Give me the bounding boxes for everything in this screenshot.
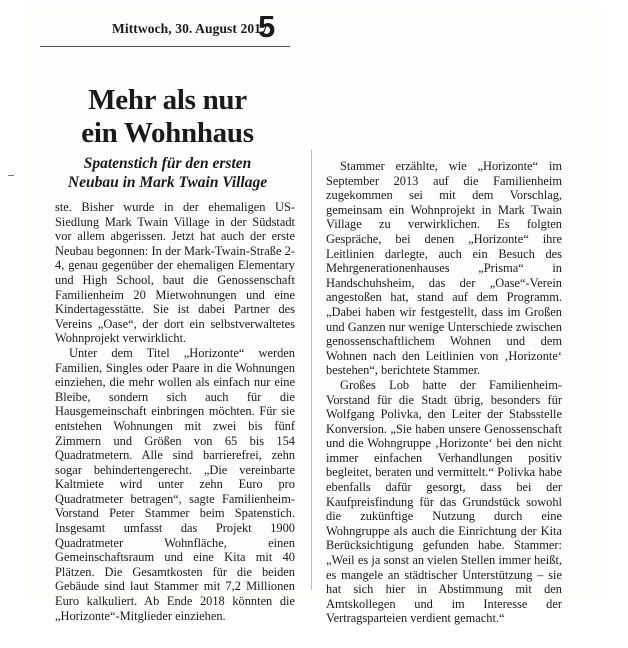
issue-date: Mittwoch, 30. August 2017	[112, 21, 268, 36]
paragraph: Stammer erzählte, wie „Horizonte“ im September 2013 auf die Familienheim zugekommen sei mit dem Vorschlag, gemeinsam ein Wohnprojekt in Mark Twain Village zu verwirklichen. Es folgten Gespräche, bei denen „Horizonte“ ihre Leitlinien darlegte, auch ein Besuch des Mehrgenerationenhauses „Prisma“ in Handschuhsheim, das der „Oase“-Verein angestoßen hat, stand auf dem Programm. „Dabei haben wir festgestellt, dass im Großen und Ganzen nur wenige Unterschiede zwischen genossenschaftlichem Wohnen und dem Wohnen nach den Leitlinien von ‚Horizonte‘ bestehen“, berichtete Stammer.	[326, 159, 562, 378]
headline-line-2: ein Wohnhaus	[81, 117, 254, 149]
header-rule	[40, 46, 290, 47]
subhead-line-2: Neubau in Mark Twain Village	[67, 174, 268, 191]
page-number: 5	[258, 9, 276, 44]
subhead-line-1: Spatenstich für den ersten	[83, 155, 252, 172]
article-headline	[40, 84, 295, 150]
paragraph: ste. Bisher wurde in der ehemaligen US-Siedlung Mark Twain Village in der Südstadt vor allem abgerissen. Jetzt hat auch der erste Neubau begonnen: In der Mark-Twain-Straße 2-4, genau gegenüber der ehemaligen Elementary und High School, baut die Genossenschaft Familienheim 20 Mietwohnungen und eine Kindertagesstätte. Sie ist dabei Partner des Vereins „Oase“, der dort ein selbstverwaltetes Wohnprojekt verwirklicht.	[55, 200, 295, 346]
paragraph: Unter dem Titel „Horizonte“ werden Familien, Singles oder Paare in die Wohnungen einziehen, die mehr wollen als einfach nur eine Bleibe, sondern sich auch für die Hausgemeinschaft einbringen möchten. Für sie entstehen Wohnungen mit zwei bis fünf Zimmern und Größen von 65 bis 154 Quadratmetern. Alle sind barrierefrei, zehn sogar behindertengerecht. „Die vereinbarte Kaltmiete wird unter zehn Euro pro Quadratmeter betragen“, sagte Familienheim-Vorstand Peter Stammer beim Spatenstich. Insgesamt umfasst das Projekt 1900 Quadratmeter Wohnfläche, einen Gemeinschaftsraum und eine Kita mit 40 Plätzen. Die Gesamtkosten für die beiden Gebäude sind laut Stammer mit 7,2 Millionen Euro kalkuliert. Ab Ende 2018 könnten die „Horizonte“-Mitglieder einziehen.	[55, 345, 295, 623]
paragraph: Großes Lob hatte der Familienheim-Vorstand für die Stadt übrig, besonders für Wolfgang Polivka, den Leiter der Stabsstelle Konversion. „Sie haben unsere Genossenschaft und die Wohngruppe ‚Horizonte‘ bei den nicht immer einfachen Verhandlungen positiv begleitet, beraten und vermittelt.“ Polivka habe ebenfalls dafür gesorgt, dass bei der Kaufpreisfindung für das Grundstück sowohl die zukünftige Nutzung durch eine Wohngruppe als auch die Einrichtung der Kita Berücksichtigung gefunden habe. Stammer: „Weil es ja sonst an vielen Stellen immer heißt, es mangele an städtischer Unterstützung – sie hat sich hier in Abstimmung mit den Amtskollegen und im Interesse der Vertragsparteien verdient gemacht.“	[326, 377, 562, 626]
article-column-left	[55, 200, 295, 623]
article-column-right	[326, 159, 562, 626]
scan-artifact	[8, 175, 14, 176]
article-subheadline	[40, 154, 295, 192]
headline-line-1: Mehr als nur	[88, 84, 247, 116]
column-divider	[311, 150, 312, 590]
